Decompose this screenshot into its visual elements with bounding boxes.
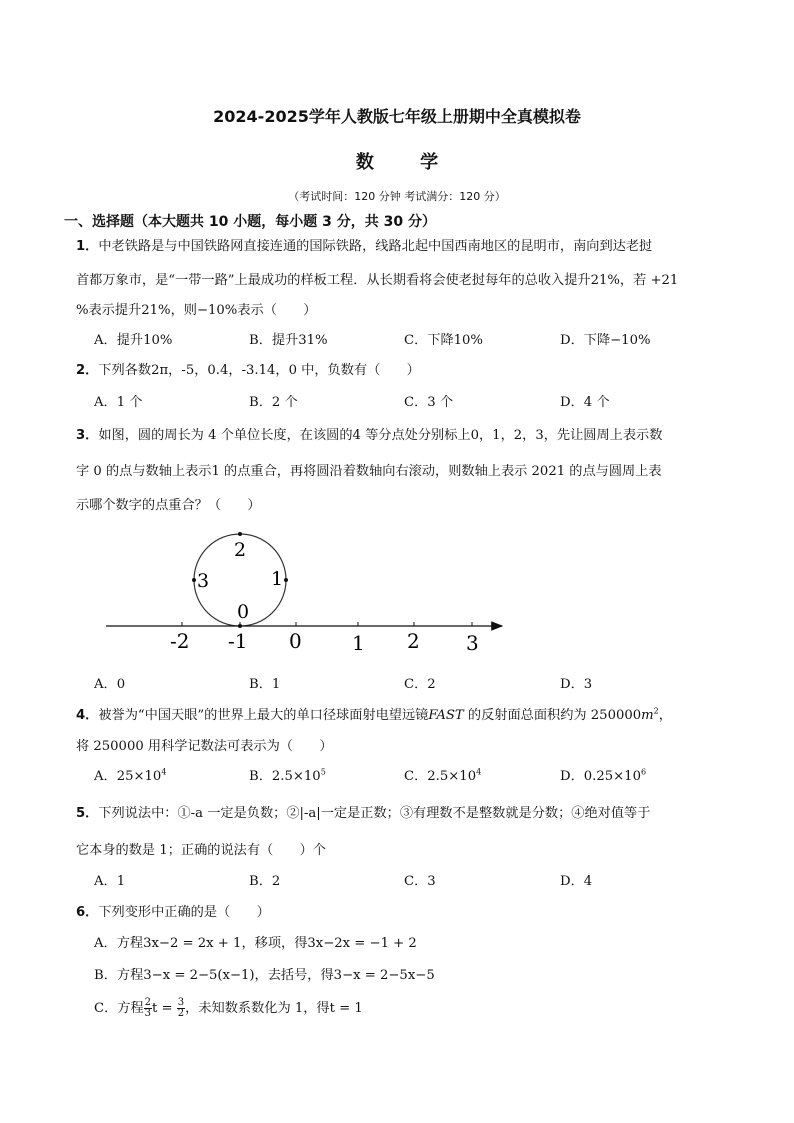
section-heading: 一、选择题（本大题共 10 小题，每小题 3 分，共 30 分） bbox=[64, 214, 436, 230]
q2-number: 2． bbox=[76, 363, 99, 378]
circle-point-3 bbox=[192, 578, 196, 582]
circle-label-3: 3 bbox=[197, 570, 210, 592]
axis-label--2: -2 bbox=[170, 629, 190, 653]
q1-line2: 首都万象市，是“一带一路”上最成功的样板工程．从长期看将会使老挝每年的总收入提升21%，若 +21 bbox=[76, 273, 679, 288]
circle-point-1 bbox=[284, 578, 288, 582]
axis-label-1: 1 bbox=[352, 631, 365, 655]
q5-option-c: C．3 bbox=[404, 874, 436, 889]
q2-line1 bbox=[76, 362, 736, 380]
q3-option-d: D．3 bbox=[560, 677, 593, 692]
q1-option-b: B．提升31% bbox=[249, 333, 328, 348]
q5-option-a: A．1 bbox=[94, 874, 126, 889]
q1-line1 bbox=[76, 238, 736, 256]
circle-label-2: 2 bbox=[234, 539, 247, 561]
q5-line2: 它本身的数是 1；正确的说法有（ ）个 bbox=[76, 843, 326, 858]
q4-option-a: A．$25\times 10^4$ bbox=[94, 767, 167, 784]
q5-number: 5． bbox=[76, 806, 99, 821]
q6-option-b: B．方程3−x = 2−5(x−1)，去括号，得3−x = 2−5x−5 bbox=[94, 968, 435, 983]
q3-line2: 字 0 的点与数轴上表示1 的点重合，再将圆沿着数轴向右滚动，则数轴上表示 2021 的点与圆周上表 bbox=[76, 464, 662, 479]
q4-number: 4． bbox=[76, 708, 99, 723]
q3-option-a: A．0 bbox=[94, 677, 126, 692]
q4-unit-exp: 2 bbox=[653, 706, 659, 716]
circle-label-1: 1 bbox=[271, 568, 284, 590]
q3-line3: 示哪个数字的点重合？（ ） bbox=[76, 498, 261, 513]
fraction: $\frac{3}{2}$ bbox=[177, 997, 185, 1019]
q3-text1: 如图，圆的周长为 4 个单位长度，在该圆的4 等分点处分别标上0，1，2，3，先让圆周上表示数 bbox=[98, 428, 663, 443]
axis-label-0: 0 bbox=[289, 629, 302, 653]
q5-text1: 下列说法中：①-a 一定是负数；②|-a|一定是正数；③有理数不是整数就是分数；④绝对值等于 bbox=[98, 806, 651, 821]
axis-label-3: 3 bbox=[466, 631, 479, 655]
q1-line3: %表示提升21%，则−10%表示（ ） bbox=[76, 303, 317, 318]
q5-option-b: B．2 bbox=[249, 874, 281, 889]
exam-title: 2024-2025学年人教版七年级上册期中全真模拟卷 bbox=[213, 107, 581, 126]
axis-label-2: 2 bbox=[407, 629, 420, 653]
q6-line1 bbox=[76, 904, 736, 922]
q4-line1 bbox=[76, 707, 736, 725]
axis-label--1: -1 bbox=[228, 629, 248, 653]
number-line-figure bbox=[96, 524, 516, 658]
circle-label-0: 0 bbox=[237, 601, 250, 623]
q1-option-a: A．提升10% bbox=[94, 333, 173, 348]
q2-option-d: D．4 个 bbox=[560, 395, 610, 410]
q1-option-c: C．下降10% bbox=[404, 333, 483, 348]
q6-option-a: A．方程3x−2 = 2x + 1，移项，得3x−2x = −1 + 2 bbox=[94, 936, 417, 951]
exam-info: （考试时间：120 分钟 考试满分：120 分） bbox=[288, 190, 506, 203]
q1-text1: 中老铁路是与中国铁路网直接连通的国际铁路，线路北起中国西南地区的昆明市，南向到达老挝 bbox=[98, 239, 653, 254]
q2-option-a: A．1 个 bbox=[94, 395, 143, 410]
q1-number: 1． bbox=[76, 239, 99, 254]
q5-line1 bbox=[76, 805, 736, 823]
q3-line1 bbox=[76, 427, 736, 445]
q4-fast: FAST bbox=[428, 708, 464, 723]
q6-text1: 下列变形中正确的是（ ） bbox=[98, 905, 270, 920]
q4-option-c: C．$2.5\times 10^4$ bbox=[404, 767, 482, 784]
fraction: $\frac{2}{3}$ bbox=[144, 997, 152, 1019]
q4-line2: 将 250000 用科学记数法可表示为（ ） bbox=[76, 739, 333, 754]
circle-point-2 bbox=[238, 532, 242, 536]
q4-text1c: 的反射面总面积约为 250000 bbox=[463, 708, 642, 723]
q4-option-b: B．$2.5\times 10^5$ bbox=[249, 767, 326, 784]
q3-option-c: C．2 bbox=[404, 677, 436, 692]
q2-option-b: B．2 个 bbox=[249, 395, 298, 410]
q4-text1-end: ， bbox=[658, 708, 672, 723]
q1-option-d: D．下降−10% bbox=[560, 333, 651, 348]
q2-text1: 下列各数2π，-5，0.4，-3.14，0 中，负数有（ ） bbox=[98, 363, 420, 378]
subject-title: 数 学 bbox=[355, 152, 459, 173]
q4-unit: m bbox=[641, 708, 654, 723]
q3-option-b: B．1 bbox=[249, 677, 281, 692]
q5-option-d: D．4 bbox=[560, 874, 593, 889]
q3-number: 3． bbox=[76, 428, 99, 443]
q6-number: 6． bbox=[76, 905, 99, 920]
q4-text1a: 被誉为“中国天眼”的世界上最大的单口径球面射电望远镜 bbox=[98, 708, 429, 723]
q4-option-d: D．$0.25\times 10^6$ bbox=[560, 767, 647, 784]
q6-option-c: C．方程 $\frac{2}{3}$ t = $\frac{3}{2}$ ，未知数系数化为 1，得t = 1 bbox=[94, 997, 363, 1019]
q2-option-c: C．3 个 bbox=[404, 395, 454, 410]
